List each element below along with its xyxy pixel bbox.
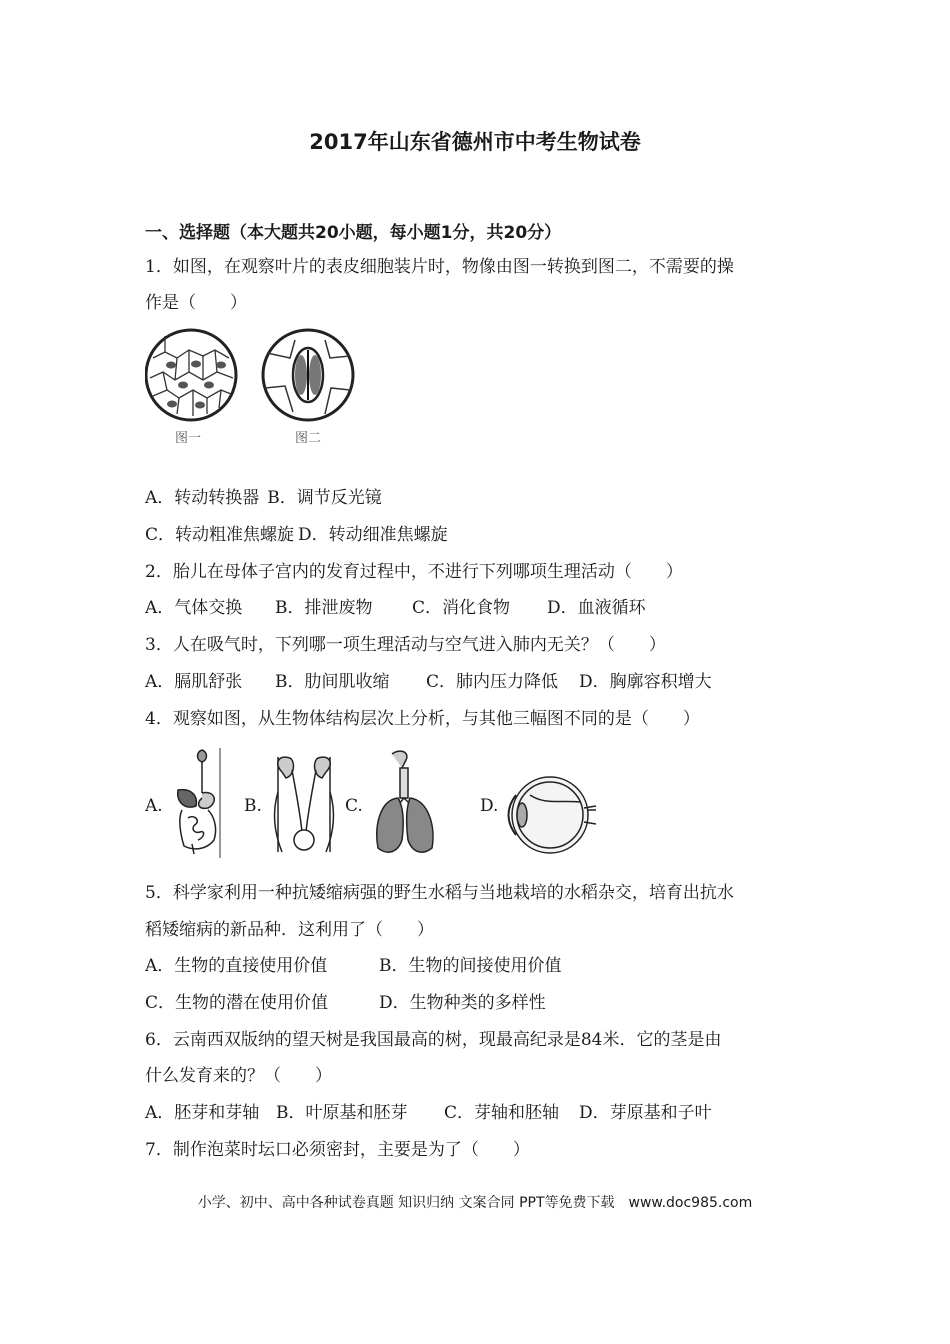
- q5-options-row1: [145, 954, 562, 978]
- q5-options-row2: [145, 991, 546, 1015]
- q5-option-b[interactable]: B．生物的间接使用价值: [379, 956, 562, 976]
- urinary-system-image[interactable]: [268, 752, 343, 858]
- q1-stem-line1: 1．如图，在观察叶片的表皮细胞装片时，物像由图一转换到图二，不需要的操: [145, 257, 734, 277]
- q6-stem-line2: 什么发育来的？（ ）: [145, 1066, 332, 1086]
- fig1-label: 图一: [175, 431, 202, 446]
- q4-option-c-label[interactable]: C.: [345, 796, 363, 816]
- section-heading: 一、选择题（本大题共20小题，每小题1分，共20分）: [145, 223, 562, 243]
- q6-stem-line1: 6．云南西双版纳的望天树是我国最高的树，现最高纪录是84米．它的茎是由: [145, 1030, 722, 1050]
- fig2-label: 图二: [295, 431, 322, 446]
- q1-stem-line2: 作是（ ）: [145, 293, 247, 313]
- q4-option-a-label[interactable]: A.: [145, 796, 163, 816]
- q7-stem: 7．制作泡菜时坛口必须密封，主要是为了（ ）: [145, 1140, 530, 1160]
- q4-option-d-label[interactable]: D.: [480, 796, 499, 816]
- q1-option-b[interactable]: B．调节反光镜: [267, 488, 382, 508]
- q2-option-a[interactable]: A．气体交换: [145, 598, 243, 618]
- q3-option-b[interactable]: B．肋间肌收缩: [275, 672, 390, 692]
- q6-option-a[interactable]: A．胚芽和芽轴: [145, 1103, 260, 1123]
- q3-option-a[interactable]: A．膈肌舒张: [145, 672, 243, 692]
- respiratory-system-image[interactable]: [370, 748, 455, 860]
- microscope-view-2: [263, 330, 353, 420]
- q2-options: [145, 596, 646, 620]
- microscope-view-1: [146, 330, 236, 420]
- page-footer[interactable]: 小学、初中、高中各种试卷真题 知识归纳 文案合同 PPT等免费下载 www.doc985.com: [197, 1195, 753, 1211]
- microscope-view-figure: [145, 328, 360, 453]
- q3-option-d[interactable]: D．胸廓容积增大: [579, 672, 712, 692]
- q2-stem: 2．胎儿在母体子宫内的发育过程中，不进行下列哪项生理活动（ ）: [145, 562, 683, 582]
- q5-stem-line1: 5．科学家利用一种抗矮缩病强的野生水稻与当地栽培的水稻杂交，培育出抗水: [145, 883, 734, 903]
- q2-option-b[interactable]: B．排泄废物: [275, 598, 373, 618]
- q5-option-d[interactable]: D．生物种类的多样性: [379, 993, 546, 1013]
- eye-structure-image[interactable]: [500, 770, 600, 860]
- q2-option-c[interactable]: C．消化食物: [412, 598, 511, 618]
- q1-option-a[interactable]: A．转动转换器: [145, 488, 260, 508]
- q4-stem: 4．观察如图，从生物体结构层次上分析，与其他三幅图不同的是（ ）: [145, 709, 700, 729]
- q3-options: [145, 670, 712, 694]
- page-title: 2017年山东省德州市中考生物试卷: [309, 130, 641, 154]
- q6-option-b[interactable]: B．叶原基和胚芽: [276, 1103, 408, 1123]
- q1-option-d[interactable]: D．转动细准焦螺旋: [298, 525, 448, 545]
- q4-option-b-label[interactable]: B.: [244, 796, 262, 816]
- q1-option-c[interactable]: C．转动粗准焦螺旋: [145, 525, 295, 545]
- q6-options: [145, 1101, 712, 1125]
- q5-stem-line2: 稻矮缩病的新品种．这利用了（ ）: [145, 920, 434, 940]
- q3-stem: 3．人在吸气时，下列哪一项生理活动与空气进入肺内无关？（ ）: [145, 635, 666, 655]
- q6-option-c[interactable]: C．芽轴和胚轴: [444, 1103, 560, 1123]
- q2-option-d[interactable]: D．血液循环: [547, 598, 646, 618]
- q6-option-d[interactable]: D．芽原基和子叶: [579, 1103, 712, 1123]
- q3-option-c[interactable]: C．肺内压力降低: [426, 672, 559, 692]
- q5-option-c[interactable]: C．生物的潜在使用价值: [145, 993, 329, 1013]
- q1-options-row2: [145, 523, 448, 547]
- q1-options-row1: [145, 486, 382, 510]
- digestive-system-image[interactable]: [168, 748, 228, 858]
- q5-option-a[interactable]: A．生物的直接使用价值: [145, 956, 328, 976]
